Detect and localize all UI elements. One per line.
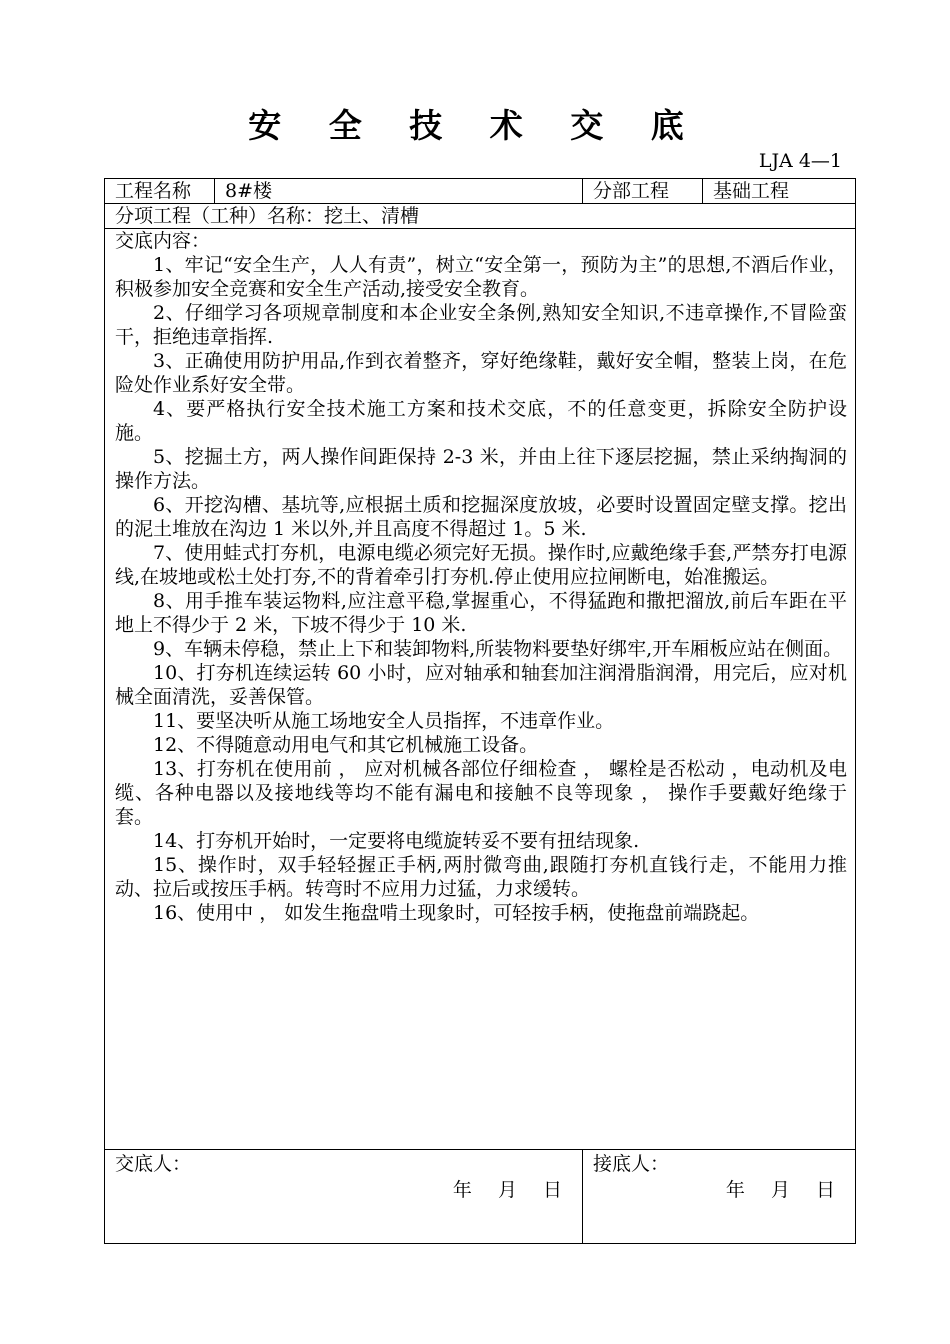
- document-number: LJA 4—1: [758, 150, 842, 172]
- paragraph: 5、挖掘土方，两人操作间距保持 2-3 米，并由上往下逐层挖掘，禁止采纳掏洞的操作方法。: [115, 446, 847, 492]
- signature-row: [105, 1150, 856, 1244]
- paragraph: 10、打夯机连续运转 60 小时，应对轴承和轴套加注润滑脂润滑，用完后，应对机械全面清洗，妥善保管。: [115, 662, 847, 708]
- content-label: 交底内容：: [115, 230, 211, 252]
- project-name-label: 工程名称: [105, 179, 215, 204]
- receiver-cell: [583, 1150, 856, 1244]
- content-cell: [105, 229, 856, 1150]
- division-value: 基础工程: [703, 179, 856, 204]
- project-row: [105, 179, 856, 204]
- discloser-date: 年 月 日: [452, 1179, 572, 1201]
- paragraph: 4、要严格执行安全技术施工方案和技术交底，不的任意变更，拆除安全防护设施。: [115, 398, 847, 444]
- division-label: 分部工程: [583, 179, 703, 204]
- document-title: 安 全 技 术 交 底: [248, 106, 702, 145]
- paragraph: 7、使用蛙式打夯机，电源电缆必须完好无损。操作时,应戴绝缘手套,严禁夯打电源线,在坡地或松土处打夯,不的背着牵引打夯机.停止使用应拉闸断电，始准搬运。: [115, 542, 847, 588]
- paragraph: 13、打夯机在使用前 ， 应对机械各部位仔细检查 ， 螺栓是否松动 ，电动机及电缆、各种电器以及接地线等均不能有漏电和接触不良等现象 ， 操作手要戴好绝缘于套。: [115, 758, 847, 828]
- subitem-row: [105, 204, 856, 229]
- receiver-date: 年 月 日: [725, 1179, 845, 1201]
- discloser-label: 交底人：: [115, 1153, 192, 1175]
- paragraph: 8、用手推车装运物料,应注意平稳,掌握重心，不得猛跑和撒把溜放,前后车距在平地上不得少于 2 米，下坡不得少于 10 米.: [115, 590, 847, 636]
- paragraph: 2、仔细学习各项规章制度和本企业安全条例,熟知安全知识,不违章操作,不冒险蛮干，拒绝违章指挥.: [115, 302, 847, 348]
- paragraph: 16、使用中 ， 如发生拖盘啃土现象时，可轻按手柄，使拖盘前端跷起。: [153, 902, 760, 924]
- paragraph: 15、操作时，双手轻轻握正手柄,两肘微弯曲,跟随打夯机直钱行走，不能用力推动、拉后或按压手柄。转弯时不应用力过猛，力求缓转。: [115, 854, 847, 900]
- paragraph: 9、车辆未停稳，禁止上下和装卸物料,所装物料要垫好绑牢,开车厢板应站在侧面。: [153, 638, 843, 660]
- project-name-value: 8#楼: [215, 179, 583, 204]
- paragraph: 1、牢记“安全生产，人人有责”，树立“安全第一，预防为主”的思想,不酒后作业，积极参加安全竞赛和安全生产活动,接受安全教育。: [115, 254, 847, 300]
- paragraph: 6、开挖沟槽、基坑等,应根据土质和挖掘深度放坡，必要时设置固定壁支撑。挖出的泥土堆放在沟边 1 米以外,并且高度不得超过 1。5 米.: [115, 494, 847, 540]
- receiver-label: 接底人：: [593, 1153, 670, 1175]
- paragraph: 11、要坚决听从施工场地安全人员指挥，不违章作业。: [153, 710, 615, 732]
- content-row: [105, 229, 856, 1150]
- discloser-cell: [105, 1150, 583, 1244]
- paragraph: 12、不得随意动用电气和其它机械施工设备。: [153, 734, 539, 756]
- disclosure-form: [104, 178, 856, 1244]
- paragraph: 14、打夯机开始时，一定要将电缆旋转妥不要有扭结现象.: [153, 830, 640, 852]
- paragraph: 3、正确使用防护用品,作到衣着整齐，穿好绝缘鞋，戴好安全帽，整装上岗，在危险处作业系好安全带。: [115, 350, 847, 396]
- subitem-name: 分项工程（工种）名称：挖土、清槽: [105, 204, 856, 229]
